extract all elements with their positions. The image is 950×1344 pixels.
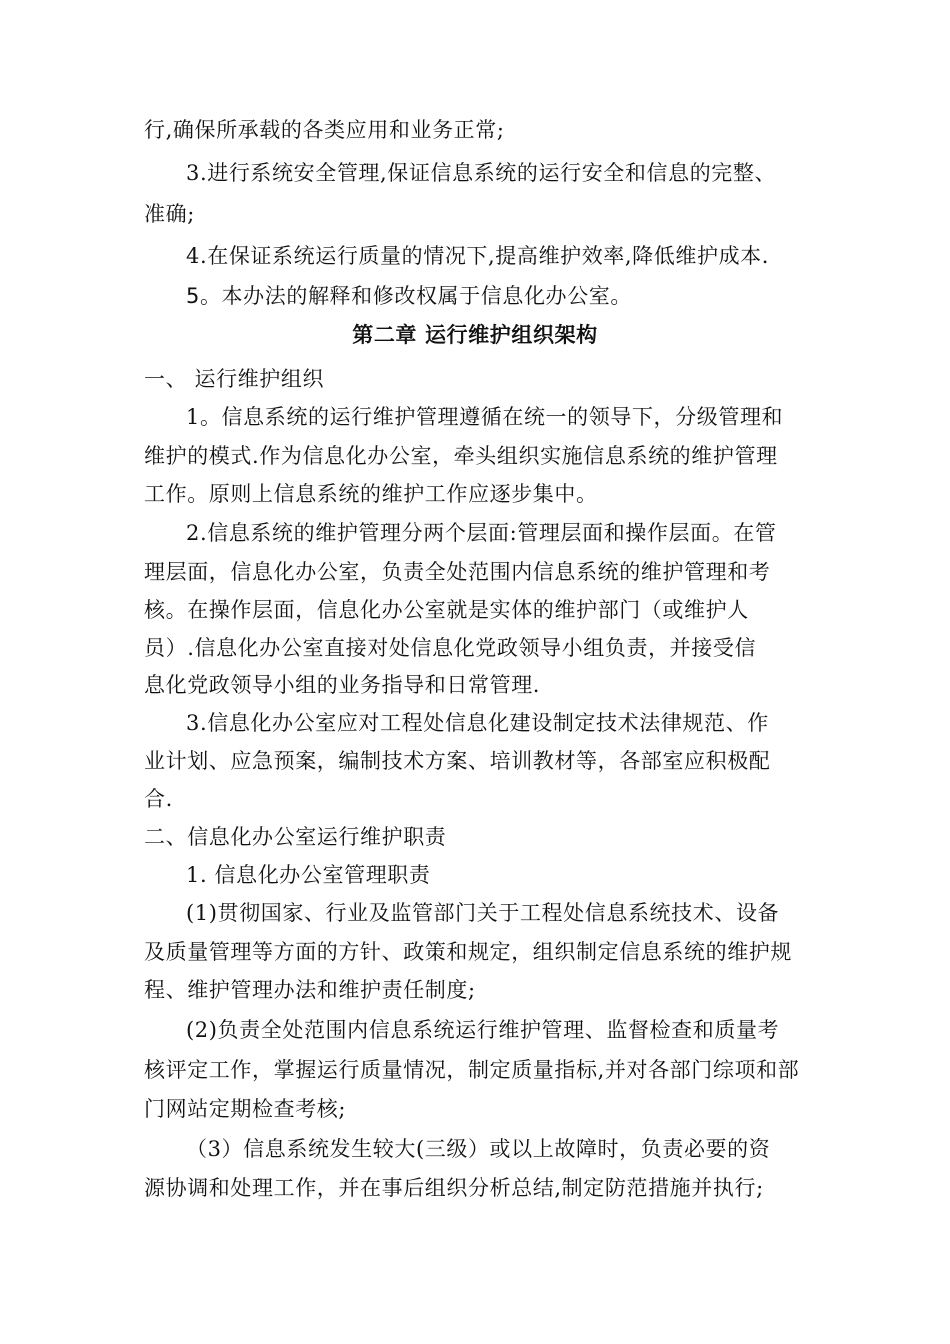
text-line: 员）.信息化办公室直接对处信息化党政领导小组负责，并接受信	[144, 636, 757, 660]
subsection-heading: 1. 信息化办公室管理职责	[186, 863, 431, 887]
text-line: 程、维护管理办法和维护责任制度;	[144, 978, 476, 1002]
text-line: 息化党政领导小组的业务指导和日常管理.	[144, 673, 541, 697]
section-heading: 一、 运行维护组织	[144, 367, 325, 391]
text-line: 门网站定期检查考核;	[144, 1097, 347, 1121]
text-line: 4.在保证系统运行质量的情况下,提高维护效率,降低维护成本.	[186, 244, 770, 268]
text-line: 1。信息系统的运行维护管理遵循在统一的领导下，分级管理和	[186, 405, 784, 429]
text-line: 行,确保所承载的各类应用和业务正常;	[144, 118, 505, 142]
text-line: (1)贯彻国家、行业及监管部门关于工程处信息系统技术、设备	[186, 901, 780, 925]
text-line: （3）信息系统发生较大(三级）或以上故障时，负责必要的资	[186, 1137, 771, 1161]
text-line: 核。在操作层面，信息化办公室就是实体的维护部门（或维护人	[144, 598, 749, 622]
text-line: 3.进行系统安全管理,保证信息系统的运行安全和信息的完整、	[186, 161, 777, 185]
text-line: 2.信息系统的维护管理分两个层面:管理层面和操作层面。在管	[186, 521, 777, 545]
text-line: 工作。原则上信息系统的维护工作应逐步集中。	[144, 482, 598, 506]
text-line: 核评定工作，掌握运行质量情况，制定质量指标,并对各部门综项和部	[144, 1058, 800, 1082]
section-heading: 二、信息化办公室运行维护职责	[144, 825, 447, 849]
text-line: (2)负责全处范围内信息系统运行维护管理、监督检查和质量考	[186, 1018, 780, 1042]
text-line: 3.信息化办公室应对工程处信息化建设制定技术法律规范、作	[186, 711, 769, 735]
text-line: 及质量管理等方面的方针、政策和规定，组织制定信息系统的维护规	[144, 940, 792, 964]
chapter-heading: 第二章 运行维护组织架构	[352, 323, 598, 347]
text-line: 维护的模式.作为信息化办公室，牵头组织实施信息系统的维护管理	[144, 444, 778, 468]
text-line: 准确;	[144, 202, 195, 226]
text-line: 5。本办法的解释和修改权属于信息化办公室。	[186, 284, 632, 308]
text-line: 业计划、应急预案，编制技术方案、培训教材等，各部室应积极配	[144, 749, 771, 773]
text-line: 源协调和处理工作，并在事后组织分析总结,制定防范措施并执行;	[144, 1176, 764, 1200]
text-line: 理层面，信息化办公室，负责全处范围内信息系统的维护管理和考	[144, 560, 771, 584]
text-line: 合.	[144, 787, 173, 811]
